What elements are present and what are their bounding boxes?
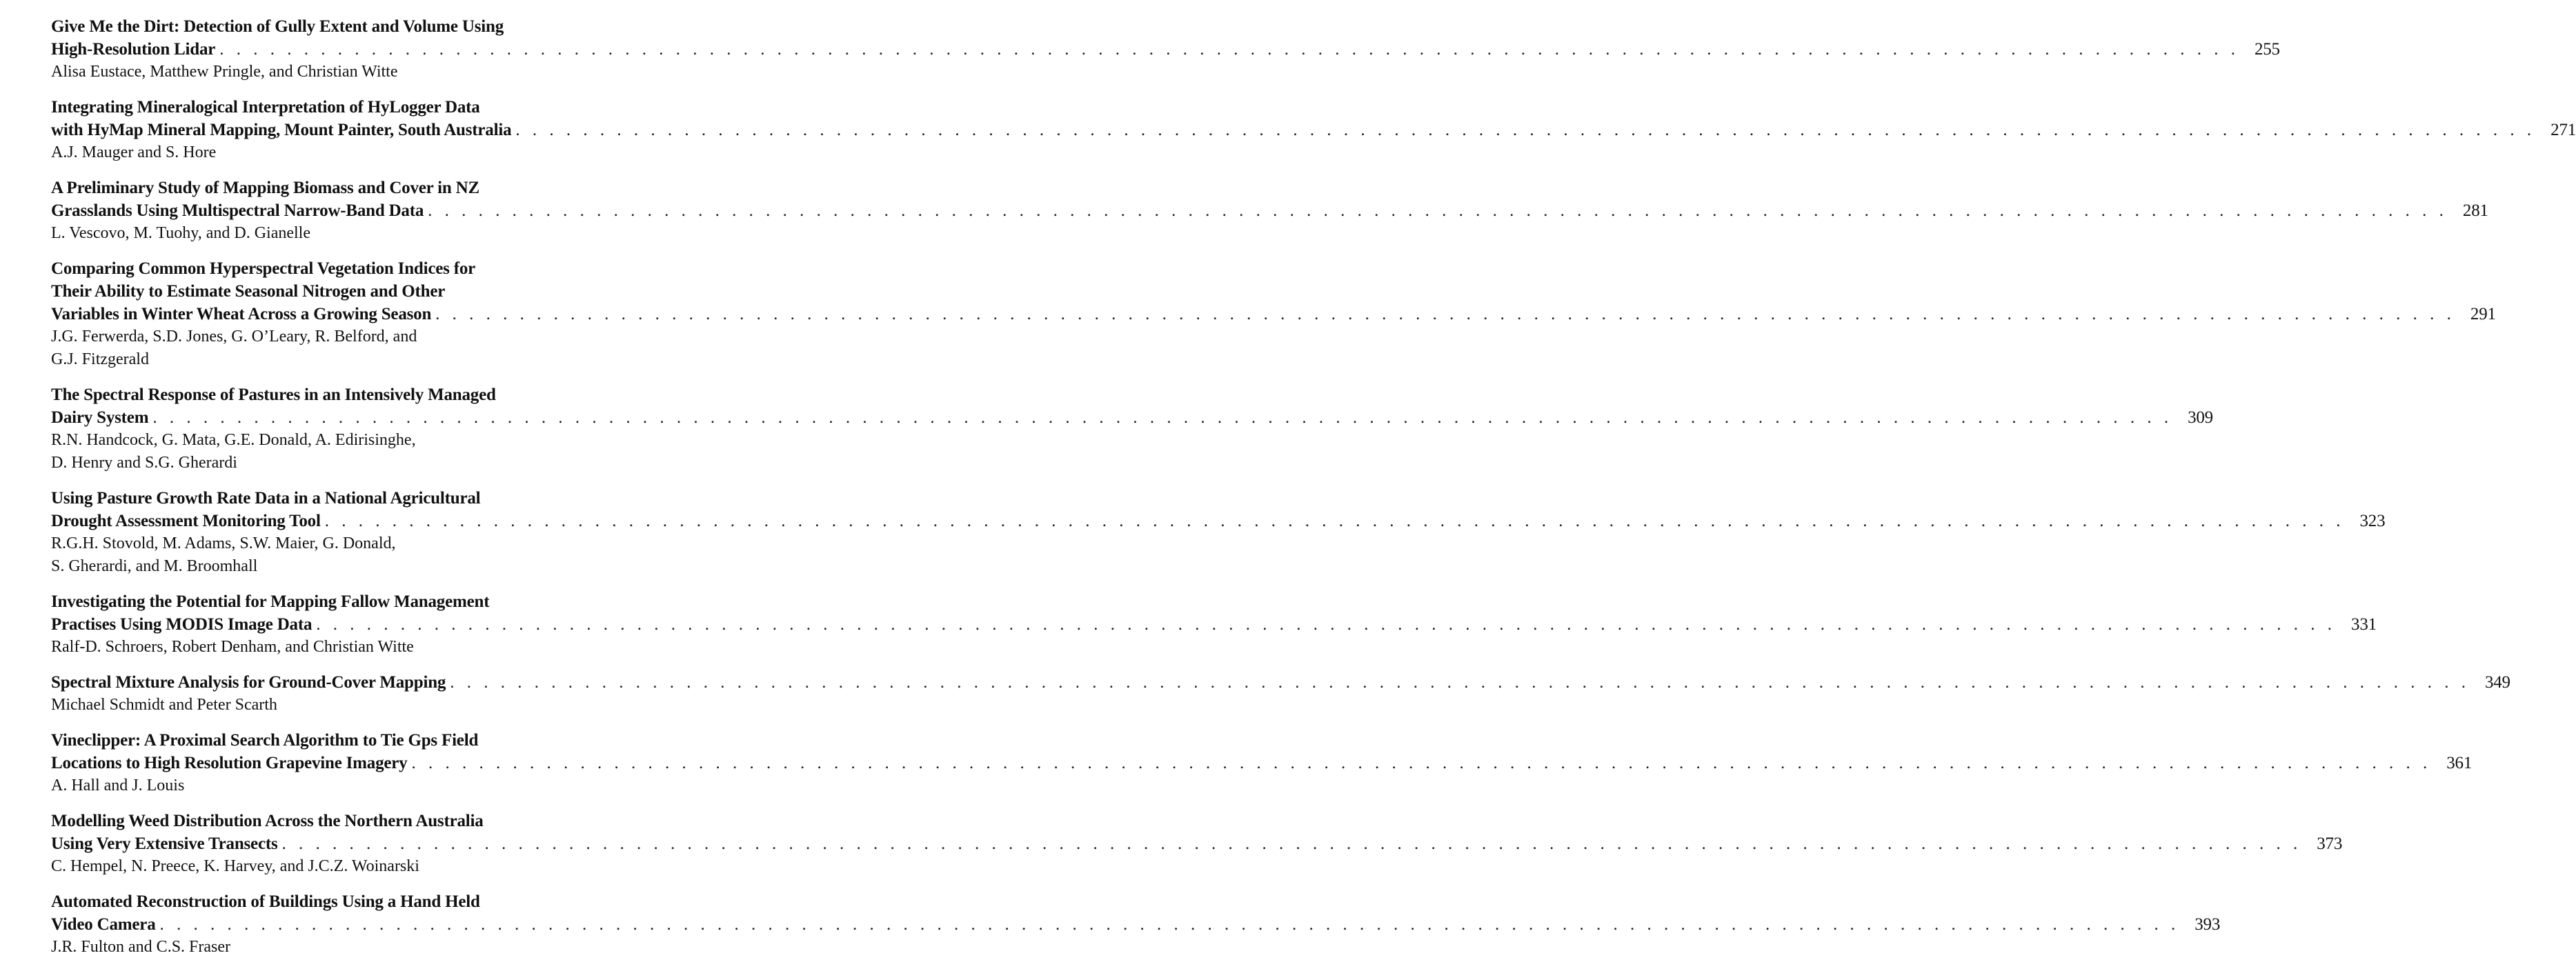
entry-title-line [51, 613, 2377, 636]
toc-entry[interactable] [51, 177, 2488, 245]
entry-title: Practises Using MODIS Image Data [51, 615, 313, 634]
entry-title-line [51, 303, 2496, 326]
page-number: 361 [2446, 754, 2473, 772]
page-number: 309 [2188, 408, 2213, 427]
page-number: 349 [2484, 673, 2510, 692]
dot-leader: . . . . . . . . . . . . . . . . . . . . . . . . . . . . . . . . . . . . . . . . . . . . . . . . . . . . . . . . . . . . . . . . . . . . . . . . . . . . . . . . . . . . . . . . . . . . . . . . . . . . . . . . . . . . . . . . . . . . . . . . [435, 305, 2455, 323]
entry-authors: G.J. Fitzgerald [51, 350, 149, 368]
dot-leader: . . . . . . . . . . . . . . . . . . . . . . . . . . . . . . . . . . . . . . . . . . . . . . . . . . . . . . . . . . . . . . . . . . . . . . . . . . . . . . . . . . . . . . . . . . . . . . . . . . . . . . . . . . . . . . . . . . . . . . . . [159, 915, 2180, 934]
entry-authors: C. Hempel, N. Preece, K. Harvey, and J.C.Z. Woinarski [51, 857, 419, 875]
entry-title-line [51, 832, 2343, 855]
entry-title: Automated Reconstruction of Buildings Using a Hand Held [51, 892, 480, 911]
entry-title: Integrating Mineralogical Interpretation of HyLogger Data [51, 98, 480, 117]
page-number: 393 [2194, 915, 2221, 934]
page-number: 323 [2359, 512, 2386, 530]
entry-title: Vineclipper: A Proximal Search Algorithm to Tie Gps Field [51, 731, 479, 750]
entry-authors: D. Henry and S.G. Gherardi [51, 454, 237, 472]
entry-title-line [51, 383, 686, 406]
dot-leader: . . . . . . . . . . . . . . . . . . . . . . . . . . . . . . . . . . . . . . . . . . . . . . . . . . . . . . . . . . . . . . . . . . . . . . . . . . . . . . . . . . . . . . . . . . . . . . . . . . . . . . . . . . . . . . . . . . . . . . . . [316, 615, 2337, 634]
entry-title: A Preliminary Study of Mapping Biomass and Cover in NZ [51, 179, 479, 197]
toc-entry[interactable] [51, 487, 2386, 578]
dot-leader: . . . . . . . . . . . . . . . . . . . . . . . . . . . . . . . . . . . . . . . . . . . . . . . . . . . . . . . . . . . . . . . . . . . . . . . . . . . . . . . . . . . . . . . . . . . . . . . . . . . . . . . . . . . . . . . . . . . . . . . . [428, 201, 2448, 220]
page-number: 271 [2550, 121, 2576, 139]
page-number: 291 [2470, 305, 2496, 323]
entry-authors: J.R. Fulton and C.S. Fraser [51, 938, 231, 956]
entry-title-line [51, 510, 2386, 532]
dot-leader: . . . . . . . . . . . . . . . . . . . . . . . . . . . . . . . . . . . . . . . . . . . . . . . . . . . . . . . . . . . . . . . . . . . . . . . . . . . . . . . . . . . . . . . . . . . . . . . . . . . . . . . . . . . . . . . . . . . . . . . . [219, 40, 2239, 59]
entry-title: The Spectral Response of Pastures in an Intensively Managed [51, 386, 496, 404]
entry-title-line [51, 729, 686, 752]
toc-entry[interactable] [51, 810, 2343, 878]
entry-title: Video Camera [51, 915, 156, 934]
entry-authors: A. Hall and J. Louis [51, 777, 185, 794]
toc-entry[interactable] [51, 15, 2280, 83]
entry-authors: J.G. Ferwerda, S.D. Jones, G. O’Leary, R. Belford, and [51, 328, 417, 346]
entry-title: Grasslands Using Multispectral Narrow-Band Data [51, 201, 424, 220]
page-number: 331 [2351, 615, 2377, 634]
page-number: 281 [2462, 201, 2488, 220]
entry-title: Locations to High Resolution Grapevine Imagery [51, 754, 408, 772]
entry-authors: S. Gherardi, and M. Broomhall [51, 557, 258, 575]
dot-leader: . . . . . . . . . . . . . . . . . . . . . . . . . . . . . . . . . . . . . . . . . . . . . . . . . . . . . . . . . . . . . . . . . . . . . . . . . . . . . . . . . . . . . . . . . . . . . . . . . . . . . . . . . . . . . . . . . . . . . . . . [411, 754, 2432, 772]
entry-title: Using Pasture Growth Rate Data in a National Agricultural [51, 489, 481, 508]
entry-title-line [51, 913, 2221, 936]
table-of-contents [51, 15, 2576, 971]
page-number: 373 [2317, 834, 2343, 853]
entry-authors: A.J. Mauger and S. Hore [51, 143, 217, 161]
entry-title: Drought Assessment Monitoring Tool [51, 512, 321, 530]
entry-authors: L. Vescovo, M. Tuohy, and D. Gianelle [51, 224, 310, 242]
dot-leader: . . . . . . . . . . . . . . . . . . . . . . . . . . . . . . . . . . . . . . . . . . . . . . . . . . . . . . . . . . . . . . . . . . . . . . . . . . . . . . . . . . . . . . . . . . . . . . . . . . . . . . . . . . . . . . . . . . . . . . . . [152, 408, 2173, 427]
toc-entry[interactable] [51, 590, 2377, 659]
entry-title-line [51, 487, 686, 510]
entry-title-line [51, 810, 686, 832]
entry-title-line [51, 199, 2488, 222]
toc-entry[interactable] [51, 890, 2221, 959]
entry-title-line [51, 15, 686, 38]
entry-authors: R.N. Handcock, G. Mata, G.E. Donald, A. Edirisinghe, [51, 431, 416, 449]
entry-title-line [51, 177, 686, 199]
toc-entry[interactable] [51, 96, 2576, 164]
entry-title-line [51, 38, 2280, 61]
entry-authors: R.G.H. Stovold, M. Adams, S.W. Maier, G. Donald, [51, 534, 396, 552]
entry-title-line [51, 671, 2510, 694]
entry-title: Their Ability to Estimate Seasonal Nitrogen and Other [51, 282, 446, 301]
entry-title: Dairy System [51, 408, 149, 427]
entry-authors: Alisa Eustace, Matthew Pringle, and Christian Witte [51, 63, 398, 81]
entry-title: Give Me the Dirt: Detection of Gully Extent and Volume Using [51, 17, 504, 36]
entry-title: Using Very Extensive Transects [51, 834, 278, 853]
entry-title: Variables in Winter Wheat Across a Growing Season [51, 305, 432, 323]
entry-title-line [51, 752, 2473, 774]
entry-authors: Michael Schmidt and Peter Scarth [51, 696, 277, 714]
toc-entry[interactable] [51, 383, 2213, 474]
dot-leader: . . . . . . . . . . . . . . . . . . . . . . . . . . . . . . . . . . . . . . . . . . . . . . . . . . . . . . . . . . . . . . . . . . . . . . . . . . . . . . . . . . . . . . . . . . . . . . . . . . . . . . . . . . . . . . . . . . . . . . . . [515, 121, 2536, 139]
dot-leader: . . . . . . . . . . . . . . . . . . . . . . . . . . . . . . . . . . . . . . . . . . . . . . . . . . . . . . . . . . . . . . . . . . . . . . . . . . . . . . . . . . . . . . . . . . . . . . . . . . . . . . . . . . . . . . . . . . . . . . . . [324, 512, 2345, 530]
entry-title-line [51, 280, 686, 303]
toc-entry[interactable] [51, 257, 2496, 371]
entry-title-line [51, 96, 686, 119]
entry-title: High-Resolution Lidar [51, 40, 216, 59]
page-number: 255 [2254, 40, 2280, 59]
entry-authors: Ralf-D. Schroers, Robert Denham, and Christian Witte [51, 638, 414, 656]
entry-title: Investigating the Potential for Mapping Fallow Management [51, 592, 490, 611]
toc-entry[interactable] [51, 729, 2473, 797]
entry-title: Modelling Weed Distribution Across the Northern Australia [51, 812, 484, 830]
entry-title-line [51, 590, 686, 613]
entry-title-line [51, 406, 2213, 429]
entry-title: Spectral Mixture Analysis for Ground-Cover Mapping [51, 673, 446, 692]
toc-entry[interactable] [51, 671, 2510, 717]
entry-title-line [51, 890, 686, 913]
dot-leader: . . . . . . . . . . . . . . . . . . . . . . . . . . . . . . . . . . . . . . . . . . . . . . . . . . . . . . . . . . . . . . . . . . . . . . . . . . . . . . . . . . . . . . . . . . . . . . . . . . . . . . . . . . . . . . . . . . . . . . . . [450, 673, 2470, 692]
entry-title: Comparing Common Hyperspectral Vegetation Indices for [51, 259, 476, 278]
entry-title-line [51, 257, 686, 280]
entry-title-line [51, 119, 2576, 141]
entry-title: with HyMap Mineral Mapping, Mount Painter, South Australia [51, 121, 512, 139]
dot-leader: . . . . . . . . . . . . . . . . . . . . . . . . . . . . . . . . . . . . . . . . . . . . . . . . . . . . . . . . . . . . . . . . . . . . . . . . . . . . . . . . . . . . . . . . . . . . . . . . . . . . . . . . . . . . . . . . . . . . . . . . [281, 834, 2302, 853]
